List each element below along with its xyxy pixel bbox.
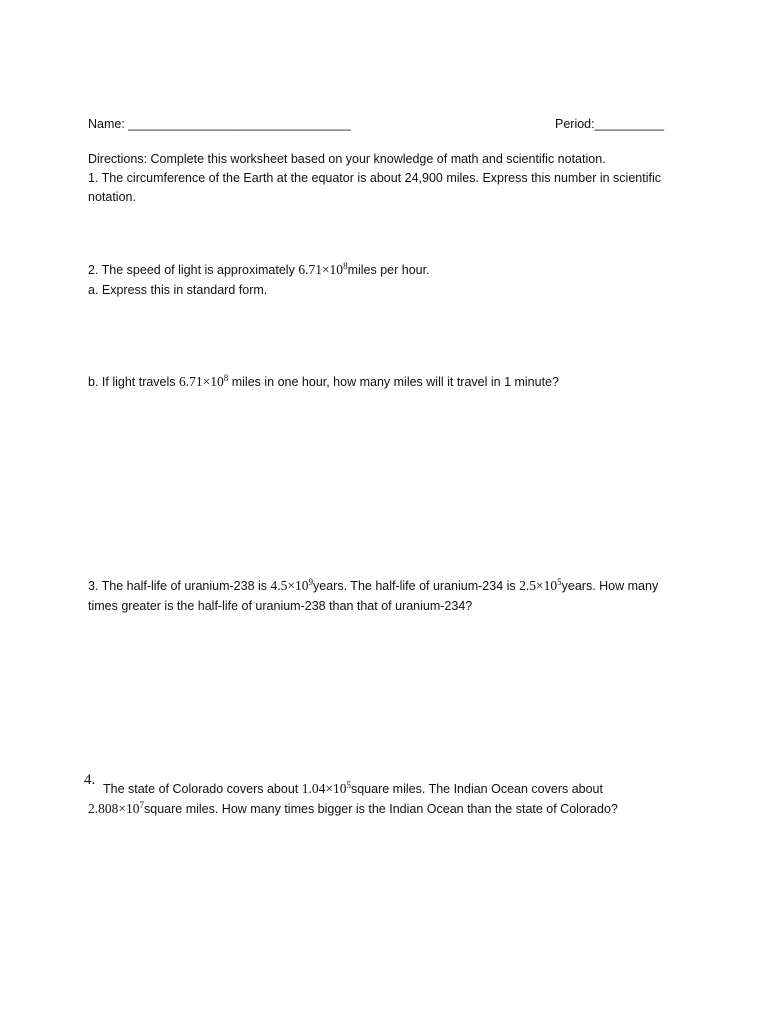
question-4-line-2: $2.808\times 10^7square$ miles. How many times bigger is the Indian Ocean than the state of Colorado? [88, 800, 618, 816]
question-2-post: miles per hour. [347, 263, 430, 277]
question-3-line-2: times greater is the half-life of uranium-238 than that of uranium-234? [88, 599, 473, 613]
question-4-line-1: The state of Colorado covers about $1.04\times 10^5square$ miles. The Indian Ocean covers about [103, 780, 603, 796]
question-1-line-1: 1. The circumference of the Earth at the equator is about 24,900 miles. Express this number in scientific [88, 171, 661, 185]
uranium-238-half-life: $4.5\times 10^9$ [270, 577, 314, 593]
question-2a-text: a. Express this in standard form. [88, 283, 268, 297]
speed-of-light-value: $6.71\times 10^8$ [298, 261, 348, 277]
indian-ocean-area: $2.808\times 10^7$ [88, 800, 144, 816]
uranium-234-half-life: $2.5\times 10^5$ [519, 577, 562, 593]
period-field-label: Period:__________ [555, 117, 665, 131]
question-2-text [88, 262, 430, 278]
name-field-label: Name: ________________________________ [88, 117, 351, 131]
question-3-line-1: 3. The half-life of uranium-238 is $4.5\times 10^9years$. The half-life of uranium-234 is $2.5\times 10^5years$. How many [88, 577, 659, 593]
colorado-area: $1.04\times 10^5$ [301, 780, 351, 796]
speed-of-light-value-b: $6.71\times 10^8$ [179, 373, 229, 389]
directions-text: Directions: Complete this worksheet based on your knowledge of math and scientific notation. [88, 152, 606, 166]
question-2b-text: b. If light travels $6.71\times 10^8$ miles in one hour, how many miles will it travel in 1 minute? [88, 373, 559, 389]
question-2-pre: 2. The speed of light is approximately [88, 263, 299, 277]
question-1-line-2: notation. [88, 190, 136, 204]
question-4-number: 4. [84, 772, 96, 788]
